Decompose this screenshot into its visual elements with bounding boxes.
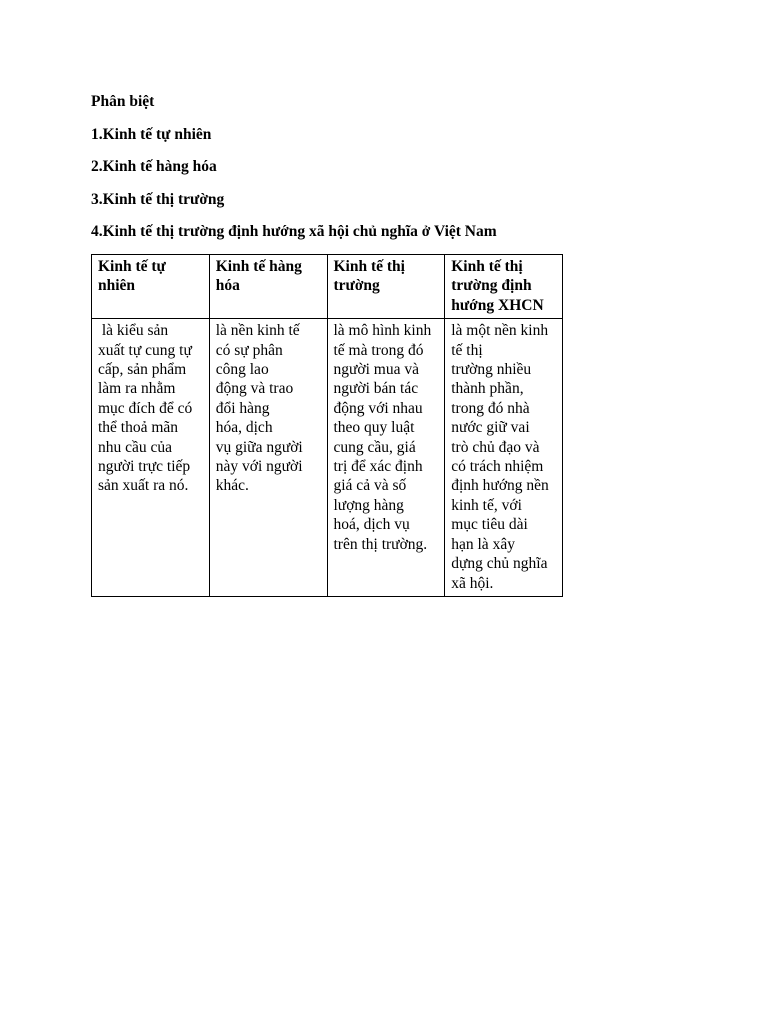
- header-label: Kinh tế hàng hóa: [215, 258, 302, 295]
- table-header-row: [92, 255, 563, 319]
- table-row: [92, 319, 563, 597]
- cell-kinh-te-tu-nhien: [92, 319, 210, 597]
- header-label: Kinh tế thị trường: [333, 258, 405, 295]
- list-item-3: 3.Kinh tế thị trường: [91, 190, 225, 208]
- cell-kinh-te-hang-hoa: [209, 319, 327, 597]
- header-kinh-te-tu-nhien: [92, 255, 210, 319]
- cell-kinh-te-thi-truong: [327, 319, 445, 597]
- cell-text: là nền kinh tế có sự phân công lao động và trao đổi hàng hóa, dịch vụ giữa người này với người khác.: [215, 322, 303, 495]
- cell-text: là một nền kinh tế thị trường nhiều thành phần, trong đó nhà nước giữ vai trò chủ đạo và có trách nhiệm định hướng nền kinh tế, với mục tiêu dài hạn là xây dựng chủ nghĩa xã hội.: [451, 322, 549, 592]
- cell-kinh-te-thi-truong-xhcn: [445, 319, 563, 597]
- header-kinh-te-thi-truong-xhcn: [445, 255, 563, 319]
- list-item-1: 1.Kinh tế tự nhiên: [91, 125, 212, 143]
- header-label: Kinh tế thị trường định hướng XHCN: [451, 258, 544, 314]
- list-item-2: 2.Kinh tế hàng hóa: [91, 158, 217, 175]
- header-kinh-te-hang-hoa: [209, 255, 327, 319]
- cell-text: là mô hình kinh tế mà trong đó người mua và người bán tác động với nhau theo quy luật cung cầu, giá trị để xác định giá cả và số lượng hàng hoá, dịch vụ trên thị trường.: [333, 322, 432, 553]
- list-item-4: 4.Kinh tế thị trường định hướng xã hội chủ nghĩa ở Việt Nam: [91, 223, 497, 240]
- document-title: Phân biệt: [91, 93, 155, 110]
- cell-text: là kiểu sản xuất tự cung tự cấp, sản phẩm làm ra nhằm mục đích để có thể thoả mãn nhu cầu của người trực tiếp sản xuất ra nó.: [98, 322, 193, 495]
- header-label: Kinh tế tự nhiên: [98, 258, 166, 295]
- document-page: [91, 92, 691, 597]
- comparison-table: [91, 254, 563, 597]
- header-kinh-te-thi-truong: [327, 255, 445, 319]
